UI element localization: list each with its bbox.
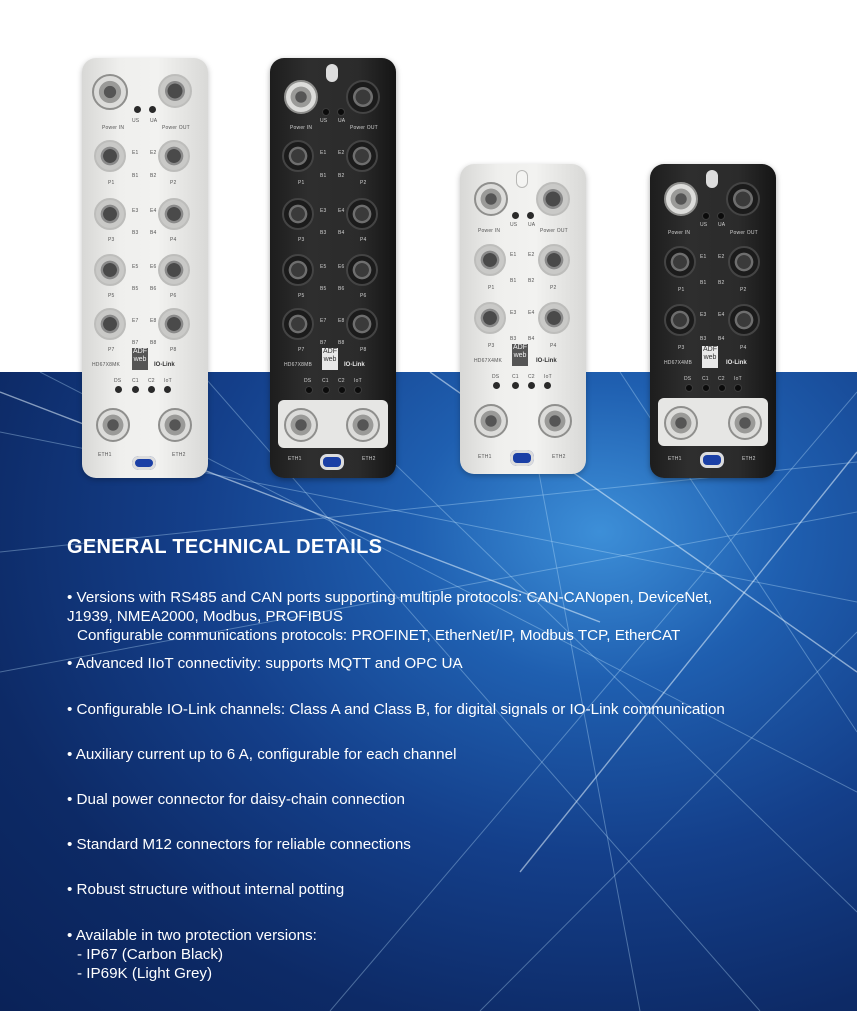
status-label-c1: C1 (322, 378, 329, 384)
channel-label-b1: B1 (700, 280, 707, 286)
status-label-ds: DS (684, 376, 692, 382)
channel-label-e6: E6 (338, 264, 345, 270)
port-p6-connector (158, 254, 190, 286)
list-item: • Configurable IO-Link channels: Class A and Class B, for digital signals or IO-Link communication (67, 701, 725, 718)
power-in-label: Power IN (478, 228, 501, 234)
port-p4-connector (346, 198, 378, 230)
logo-text-bottom: web (703, 354, 717, 361)
channel-label-b6: B6 (150, 286, 157, 292)
eth2-label: ETH2 (552, 454, 566, 460)
device-hd67x4mk (460, 164, 586, 474)
port-label-p1: P1 (108, 180, 115, 186)
status-led (149, 106, 156, 113)
channel-label-e8: E8 (338, 318, 345, 324)
port-p2-connector (158, 140, 190, 172)
us-label: US (132, 118, 140, 124)
bullet-sub-item: - IP67 (Carbon Black) (77, 946, 224, 963)
bullet-continuation: J1939, NMEA2000, Modbus, PROFIBUS (67, 608, 344, 625)
port-p2-connector (538, 244, 570, 276)
status-led (702, 212, 710, 220)
status-label-c1: C1 (512, 374, 519, 380)
status-led-c2 (718, 384, 726, 392)
port-label-p4: P4 (170, 237, 177, 243)
logo-text-top: ADF (133, 348, 147, 355)
power-in-label: Power IN (102, 125, 125, 131)
status-label-iot: IoT (734, 376, 742, 382)
eth2-label: ETH2 (172, 452, 186, 458)
mounting-hole (132, 456, 156, 470)
port-p4-connector (538, 302, 570, 334)
status-led-c2 (148, 386, 155, 393)
port-p1-connector (94, 140, 126, 172)
channel-label-e3: E3 (320, 208, 327, 214)
status-label-iot: IoT (544, 374, 552, 380)
port-label-p3: P3 (488, 343, 495, 349)
bullet-sub-item: - IP69K (Light Grey) (77, 965, 213, 982)
channel-label-e5: E5 (132, 264, 139, 270)
status-led-c1 (322, 386, 330, 394)
device-hd67x4mb (650, 164, 776, 478)
status-led-iot (164, 386, 171, 393)
port-label-p2: P2 (360, 180, 367, 186)
port-label-p8: P8 (360, 347, 367, 353)
power-out-connector (726, 182, 760, 216)
status-label-c2: C2 (528, 374, 535, 380)
status-label-c1: C1 (702, 376, 709, 382)
status-led-ds (685, 384, 693, 392)
channel-label-b6: B6 (338, 286, 345, 292)
status-label-c2: C2 (718, 376, 725, 382)
status-label-c1: C1 (132, 378, 139, 384)
channel-label-b3: B3 (510, 336, 517, 342)
port-label-p8: P8 (170, 347, 177, 353)
channel-label-e6: E6 (150, 264, 157, 270)
channel-label-e1: E1 (510, 252, 517, 258)
channel-label-b1: B1 (132, 173, 139, 179)
channel-label-e2: E2 (528, 252, 535, 258)
port-label-p4: P4 (740, 345, 747, 351)
channel-label-e2: E2 (718, 254, 725, 260)
io-link-label: IO-Link (536, 358, 557, 364)
channel-label-b5: B5 (320, 286, 327, 292)
power-in-label: Power IN (290, 125, 313, 131)
power-out-label: Power OUT (540, 228, 568, 234)
channel-label-b1: B1 (510, 278, 517, 284)
status-led (322, 108, 330, 116)
port-p6-connector (346, 254, 378, 286)
channel-label-b8: B8 (150, 340, 157, 346)
channel-label-e3: E3 (510, 310, 517, 316)
channel-label-b3: B3 (320, 230, 327, 236)
channel-label-e1: E1 (132, 150, 139, 156)
list-item (67, 588, 807, 645)
logo-text-bottom: web (513, 352, 527, 359)
port-p5-connector (282, 254, 314, 286)
ua-label: UA (338, 118, 346, 124)
power-in-connector (664, 182, 698, 216)
channel-label-b4: B4 (718, 336, 725, 342)
status-led-c2 (338, 386, 346, 394)
port-label-p3: P3 (108, 237, 115, 243)
bullet-text: • Available in two protection versions: (67, 927, 317, 944)
power-in-connector (284, 80, 318, 114)
channel-label-e4: E4 (150, 208, 157, 214)
channel-label-b2: B2 (150, 173, 157, 179)
mounting-hole (320, 454, 344, 470)
eth1-label: ETH1 (288, 456, 302, 462)
status-label-c2: C2 (338, 378, 345, 384)
eth2-connector (728, 406, 762, 440)
status-led (134, 106, 141, 113)
channel-label-b3: B3 (700, 336, 707, 342)
port-p4-connector (728, 304, 760, 336)
power-out-label: Power OUT (350, 125, 378, 131)
power-in-connector (92, 74, 128, 110)
ua-label: UA (150, 118, 158, 124)
status-led (337, 108, 345, 116)
channel-label-e4: E4 (528, 310, 535, 316)
list-item: • Dual power connector for daisy-chain connection (67, 791, 405, 808)
port-label-p5: P5 (298, 293, 305, 299)
list-item: • Advanced IIoT connectivity: supports MQTT and OPC UA (67, 655, 463, 672)
eth1-connector (284, 408, 318, 442)
port-p3-connector (282, 198, 314, 230)
top-mounting-slot (516, 170, 528, 188)
port-p8-connector (346, 308, 378, 340)
power-out-connector (158, 74, 192, 108)
channel-label-e2: E2 (338, 150, 345, 156)
top-mounting-slot (706, 170, 718, 188)
channel-label-e3: E3 (700, 312, 707, 318)
channel-label-b4: B4 (150, 230, 157, 236)
section-title: GENERAL TECHNICAL DETAILS (67, 536, 383, 558)
port-p3-connector (664, 304, 696, 336)
channel-label-b4: B4 (338, 230, 345, 236)
status-led-iot (354, 386, 362, 394)
eth1-connector (96, 408, 130, 442)
status-led-ds (493, 382, 500, 389)
port-label-p1: P1 (488, 285, 495, 291)
status-led-iot (544, 382, 551, 389)
power-out-label: Power OUT (162, 125, 190, 131)
power-out-label: Power OUT (730, 230, 758, 236)
model-label: HD67X8MK (92, 362, 120, 368)
channel-label-b2: B2 (718, 280, 725, 286)
channel-label-e7: E7 (132, 318, 139, 324)
device-hd67x8mk (82, 58, 208, 478)
power-in-label: Power IN (668, 230, 691, 236)
port-label-p6: P6 (360, 293, 367, 299)
device-hd67x8mb (270, 58, 396, 478)
eth2-label: ETH2 (362, 456, 376, 462)
eth1-label: ETH1 (478, 454, 492, 460)
channel-label-b4: B4 (528, 336, 535, 342)
port-p2-connector (346, 140, 378, 172)
status-led-c1 (512, 382, 519, 389)
port-p5-connector (94, 254, 126, 286)
logo-text-top: ADF (513, 344, 527, 351)
port-p7-connector (94, 308, 126, 340)
channel-label-b8: B8 (338, 340, 345, 346)
port-label-p7: P7 (298, 347, 305, 353)
model-label: HD67X4MB (664, 360, 692, 366)
mounting-hole (700, 452, 724, 468)
logo-text-bottom: web (323, 356, 337, 363)
channel-label-e7: E7 (320, 318, 327, 324)
eth1-connector (664, 406, 698, 440)
status-led-c2 (528, 382, 535, 389)
status-label-iot: IoT (354, 378, 362, 384)
status-led-iot (734, 384, 742, 392)
channel-label-b2: B2 (338, 173, 345, 179)
eth2-label: ETH2 (742, 456, 756, 462)
channel-label-b3: B3 (132, 230, 139, 236)
adfweb-logo (702, 346, 718, 368)
channel-label-b7: B7 (132, 340, 139, 346)
port-p1-connector (474, 244, 506, 276)
port-label-p1: P1 (298, 180, 305, 186)
power-in-connector (474, 182, 508, 216)
list-item (67, 926, 807, 983)
model-label: HD67X4MK (474, 358, 502, 364)
port-p1-connector (664, 246, 696, 278)
port-label-p6: P6 (170, 293, 177, 299)
eth2-connector (346, 408, 380, 442)
channel-label-b2: B2 (528, 278, 535, 284)
status-led (512, 212, 519, 219)
us-label: US (510, 222, 518, 228)
port-label-p2: P2 (740, 287, 747, 293)
port-p3-connector (94, 198, 126, 230)
power-out-connector (536, 182, 570, 216)
adfweb-logo (132, 348, 148, 370)
channel-label-e4: E4 (718, 312, 725, 318)
list-item: • Auxiliary current up to 6 A, configurable for each channel (67, 746, 457, 763)
port-p1-connector (282, 140, 314, 172)
eth2-connector (538, 404, 572, 438)
model-label: HD67X8MB (284, 362, 312, 368)
channel-label-e5: E5 (320, 264, 327, 270)
status-led (717, 212, 725, 220)
port-p3-connector (474, 302, 506, 334)
channel-label-b5: B5 (132, 286, 139, 292)
eth2-connector (158, 408, 192, 442)
io-link-label: IO-Link (726, 360, 747, 366)
port-label-p2: P2 (550, 285, 557, 291)
channel-label-e3: E3 (132, 208, 139, 214)
port-p2-connector (728, 246, 760, 278)
port-p4-connector (158, 198, 190, 230)
list-item: • Robust structure without internal potting (67, 881, 345, 898)
io-link-label: IO-Link (344, 362, 365, 368)
port-label-p4: P4 (360, 237, 367, 243)
port-label-p5: P5 (108, 293, 115, 299)
port-label-p3: P3 (678, 345, 685, 351)
port-label-p4: P4 (550, 343, 557, 349)
status-label-ds: DS (304, 378, 312, 384)
port-p7-connector (282, 308, 314, 340)
status-led-c1 (702, 384, 710, 392)
adfweb-logo (512, 344, 528, 366)
channel-label-b1: B1 (320, 173, 327, 179)
channel-label-e8: E8 (150, 318, 157, 324)
channel-label-e2: E2 (150, 150, 157, 156)
status-led-c1 (132, 386, 139, 393)
port-p8-connector (158, 308, 190, 340)
logo-text-top: ADF (323, 348, 337, 355)
logo-text-top: ADF (703, 346, 717, 353)
us-label: US (320, 118, 328, 124)
power-out-connector (346, 80, 380, 114)
list-item: • Standard M12 connectors for reliable connections (67, 836, 411, 853)
status-led-ds (115, 386, 122, 393)
ua-label: UA (528, 222, 536, 228)
bullet-continuation: Configurable communications protocols: PROFINET, EtherNet/IP, Modbus TCP, EtherCAT (77, 627, 681, 644)
us-label: US (700, 222, 708, 228)
port-label-p7: P7 (108, 347, 115, 353)
status-label-c2: C2 (148, 378, 155, 384)
status-label-iot: IoT (164, 378, 172, 384)
bullet-text: • Versions with RS485 and CAN ports supporting multiple protocols: CAN-CANopen, DeviceNet, (67, 589, 713, 606)
channel-label-e4: E4 (338, 208, 345, 214)
top-mounting-slot (326, 64, 338, 82)
logo-text-bottom: web (133, 356, 147, 363)
io-link-label: IO-Link (154, 362, 175, 368)
channel-label-e1: E1 (320, 150, 327, 156)
port-label-p3: P3 (298, 237, 305, 243)
mounting-hole (510, 450, 534, 466)
ua-label: UA (718, 222, 726, 228)
status-led (527, 212, 534, 219)
status-label-ds: DS (114, 378, 122, 384)
status-led-ds (305, 386, 313, 394)
eth1-connector (474, 404, 508, 438)
channel-label-e1: E1 (700, 254, 707, 260)
channel-label-b7: B7 (320, 340, 327, 346)
port-label-p1: P1 (678, 287, 685, 293)
status-label-ds: DS (492, 374, 500, 380)
eth1-label: ETH1 (98, 452, 112, 458)
adfweb-logo (322, 348, 338, 370)
port-label-p2: P2 (170, 180, 177, 186)
eth1-label: ETH1 (668, 456, 682, 462)
